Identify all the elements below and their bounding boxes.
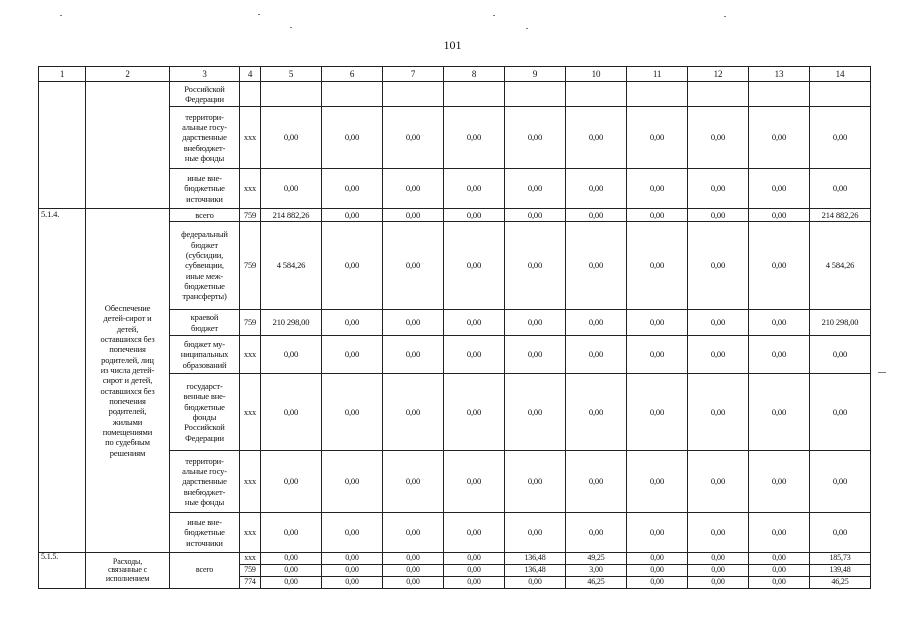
value-cell: 0,00 (688, 513, 749, 553)
value-cell: 46,25 (810, 577, 871, 589)
budget-code-cell: 759 (240, 222, 261, 310)
value-cell: 0,00 (261, 374, 322, 451)
table-row (39, 209, 871, 222)
value-cell (749, 82, 810, 107)
column-header: 10 (566, 67, 627, 82)
value-cell (688, 82, 749, 107)
value-cell (627, 82, 688, 107)
column-header: 11 (627, 67, 688, 82)
value-cell: 0,00 (810, 336, 871, 374)
scan-speck (878, 372, 886, 373)
value-cell: 0,00 (688, 553, 749, 565)
value-cell (810, 82, 871, 107)
value-cell: 0,00 (322, 565, 383, 577)
value-cell: 0,00 (383, 107, 444, 169)
value-cell: 0,00 (810, 169, 871, 209)
budget-code-cell: ххх (240, 513, 261, 553)
value-cell: 0,00 (261, 336, 322, 374)
value-cell: 0,00 (444, 451, 505, 513)
value-cell: 0,00 (444, 107, 505, 169)
value-cell: 0,00 (688, 577, 749, 589)
value-cell: 0,00 (566, 310, 627, 336)
value-cell: 0,00 (444, 565, 505, 577)
scan-speck (258, 14, 260, 15)
value-cell (261, 82, 322, 107)
value-cell: 0,00 (505, 336, 566, 374)
value-cell: 0,00 (322, 107, 383, 169)
value-cell: 0,00 (383, 222, 444, 310)
column-header: 6 (322, 67, 383, 82)
value-cell: 0,00 (688, 222, 749, 310)
value-cell: 0,00 (383, 513, 444, 553)
value-cell: 0,00 (322, 513, 383, 553)
value-cell: 0,00 (322, 553, 383, 565)
value-cell: 0,00 (383, 209, 444, 222)
item-name-cell (86, 82, 170, 209)
budget-table (38, 66, 871, 589)
value-cell: 0,00 (383, 374, 444, 451)
value-cell (383, 82, 444, 107)
value-cell: 0,00 (566, 336, 627, 374)
budget-code-cell: ххх (240, 451, 261, 513)
value-cell: 139,48 (810, 565, 871, 577)
value-cell: 0,00 (688, 451, 749, 513)
value-cell: 0,00 (383, 310, 444, 336)
value-cell (444, 82, 505, 107)
value-cell: 0,00 (627, 310, 688, 336)
value-cell: 0,00 (688, 336, 749, 374)
value-cell: 0,00 (444, 513, 505, 553)
value-cell: 0,00 (322, 577, 383, 589)
value-cell: 0,00 (261, 513, 322, 553)
column-header: 5 (261, 67, 322, 82)
value-cell: 0,00 (322, 310, 383, 336)
value-cell: 0,00 (505, 107, 566, 169)
value-cell: 0,00 (688, 374, 749, 451)
value-cell: 0,00 (749, 553, 810, 565)
funding-source-cell: территори- альные госу- дарственные внебюджет- ные фонды (170, 451, 240, 513)
value-cell: 0,00 (627, 577, 688, 589)
value-cell: 0,00 (383, 336, 444, 374)
item-name-cell: Обеспечение детей-сирот и детей, оставшихся без попечения родителей, лиц из числа детей- сирот и детей, оставшихся без попечения родителей, жилыми помещениями по судебным решениям (86, 209, 170, 553)
funding-source-cell: иные вне- бюджетные источники (170, 513, 240, 553)
value-cell: 136,48 (505, 565, 566, 577)
value-cell (505, 82, 566, 107)
scan-speck (290, 27, 292, 28)
budget-code-cell: 759 (240, 310, 261, 336)
value-cell: 214 882,26 (261, 209, 322, 222)
value-cell: 0,00 (627, 451, 688, 513)
funding-source-cell: государст- венные вне- бюджетные фонды Российской Федерации (170, 374, 240, 451)
budget-code-cell: ххх (240, 169, 261, 209)
value-cell: 0,00 (566, 451, 627, 513)
value-cell: 0,00 (322, 336, 383, 374)
value-cell: 214 882,26 (810, 209, 871, 222)
table-row (39, 82, 871, 107)
budget-code-cell: ххх (240, 107, 261, 169)
funding-source-cell: иные вне- бюджетные источники (170, 169, 240, 209)
value-cell: 0,00 (627, 374, 688, 451)
value-cell: 0,00 (261, 577, 322, 589)
value-cell: 0,00 (566, 513, 627, 553)
value-cell: 0,00 (505, 577, 566, 589)
value-cell: 0,00 (566, 374, 627, 451)
value-cell: 0,00 (627, 222, 688, 310)
value-cell: 46,25 (566, 577, 627, 589)
value-cell: 0,00 (688, 209, 749, 222)
column-header: 4 (240, 67, 261, 82)
column-header: 3 (170, 67, 240, 82)
item-name-cell: Расходы, связанные с исполнением (86, 553, 170, 589)
value-cell: 0,00 (688, 565, 749, 577)
value-cell: 0,00 (749, 451, 810, 513)
funding-source-cell: территори- альные госу- дарственные внебюджет- ные фонды (170, 107, 240, 169)
value-cell: 0,00 (505, 374, 566, 451)
value-cell: 0,00 (261, 107, 322, 169)
value-cell: 0,00 (444, 336, 505, 374)
value-cell: 0,00 (505, 513, 566, 553)
value-cell: 0,00 (749, 107, 810, 169)
column-header: 2 (86, 67, 170, 82)
value-cell: 3,00 (566, 565, 627, 577)
value-cell: 0,00 (566, 107, 627, 169)
value-cell: 0,00 (749, 222, 810, 310)
column-header: 14 (810, 67, 871, 82)
value-cell: 0,00 (688, 169, 749, 209)
column-header: 8 (444, 67, 505, 82)
value-cell: 0,00 (322, 222, 383, 310)
table-header-row (39, 67, 871, 82)
value-cell: 0,00 (566, 222, 627, 310)
funding-source-cell: федеральный бюджет (субсидии, субвенции, иные меж- бюджетные трансферты) (170, 222, 240, 310)
value-cell: 0,00 (383, 565, 444, 577)
value-cell: 0,00 (261, 169, 322, 209)
column-header: 13 (749, 67, 810, 82)
column-header: 9 (505, 67, 566, 82)
value-cell: 0,00 (810, 513, 871, 553)
value-cell: 0,00 (383, 451, 444, 513)
value-cell: 4 584,26 (261, 222, 322, 310)
value-cell (566, 82, 627, 107)
value-cell: 0,00 (627, 107, 688, 169)
value-cell: 0,00 (383, 553, 444, 565)
value-cell: 0,00 (444, 577, 505, 589)
budget-code-cell (240, 82, 261, 107)
value-cell: 0,00 (749, 310, 810, 336)
value-cell: 0,00 (505, 310, 566, 336)
value-cell: 0,00 (322, 209, 383, 222)
value-cell: 0,00 (444, 374, 505, 451)
value-cell: 0,00 (444, 222, 505, 310)
value-cell: 49,25 (566, 553, 627, 565)
value-cell: 0,00 (444, 209, 505, 222)
value-cell: 0,00 (810, 107, 871, 169)
budget-code-cell: 759 (240, 209, 261, 222)
column-header: 12 (688, 67, 749, 82)
value-cell: 0,00 (749, 336, 810, 374)
value-cell: 0,00 (261, 565, 322, 577)
value-cell: 0,00 (627, 565, 688, 577)
value-cell: 0,00 (261, 451, 322, 513)
value-cell: 0,00 (749, 209, 810, 222)
value-cell: 0,00 (749, 565, 810, 577)
value-cell: 0,00 (444, 310, 505, 336)
scan-speck (724, 16, 726, 17)
funding-source-cell: бюджет му- ниципальных образований (170, 336, 240, 374)
value-cell: 0,00 (749, 577, 810, 589)
value-cell: 0,00 (505, 209, 566, 222)
page-number: 101 (443, 38, 462, 52)
value-cell: 210 298,00 (810, 310, 871, 336)
value-cell: 0,00 (627, 336, 688, 374)
budget-code-cell: ххх (240, 336, 261, 374)
value-cell: 0,00 (627, 169, 688, 209)
value-cell: 136,48 (505, 553, 566, 565)
value-cell: 0,00 (627, 209, 688, 222)
value-cell: 0,00 (749, 513, 810, 553)
budget-code-cell: 759 (240, 565, 261, 577)
column-header: 7 (383, 67, 444, 82)
value-cell: 0,00 (444, 553, 505, 565)
value-cell: 0,00 (688, 107, 749, 169)
budget-code-cell: ххх (240, 553, 261, 565)
value-cell: 210 298,00 (261, 310, 322, 336)
value-cell: 0,00 (627, 513, 688, 553)
table-row (39, 553, 871, 565)
scan-speck (60, 15, 62, 16)
value-cell: 0,00 (566, 169, 627, 209)
funding-source-cell: всего (170, 209, 240, 222)
value-cell: 0,00 (688, 310, 749, 336)
funding-source-cell: всего (170, 553, 240, 589)
value-cell: 0,00 (383, 577, 444, 589)
funding-source-cell: Российской Федерации (170, 82, 240, 107)
value-cell: 0,00 (383, 169, 444, 209)
value-cell: 0,00 (505, 169, 566, 209)
value-cell: 0,00 (810, 374, 871, 451)
value-cell: 0,00 (444, 169, 505, 209)
value-cell: 0,00 (810, 451, 871, 513)
scan-speck (526, 28, 528, 29)
value-cell: 0,00 (505, 451, 566, 513)
item-number-cell: 5.1.5. (39, 553, 86, 589)
budget-code-cell: ххх (240, 374, 261, 451)
value-cell: 0,00 (261, 553, 322, 565)
scan-speck (493, 15, 495, 16)
funding-source-cell: краевой бюджет (170, 310, 240, 336)
value-cell: 0,00 (566, 209, 627, 222)
value-cell: 0,00 (627, 553, 688, 565)
item-number-cell (39, 82, 86, 209)
value-cell: 4 584,26 (810, 222, 871, 310)
value-cell: 185,73 (810, 553, 871, 565)
budget-code-cell: 774 (240, 577, 261, 589)
value-cell: 0,00 (322, 374, 383, 451)
value-cell: 0,00 (749, 374, 810, 451)
item-number-cell: 5.1.4. (39, 209, 86, 553)
value-cell (322, 82, 383, 107)
value-cell: 0,00 (749, 169, 810, 209)
column-header: 1 (39, 67, 86, 82)
value-cell: 0,00 (322, 169, 383, 209)
value-cell: 0,00 (322, 451, 383, 513)
value-cell: 0,00 (505, 222, 566, 310)
